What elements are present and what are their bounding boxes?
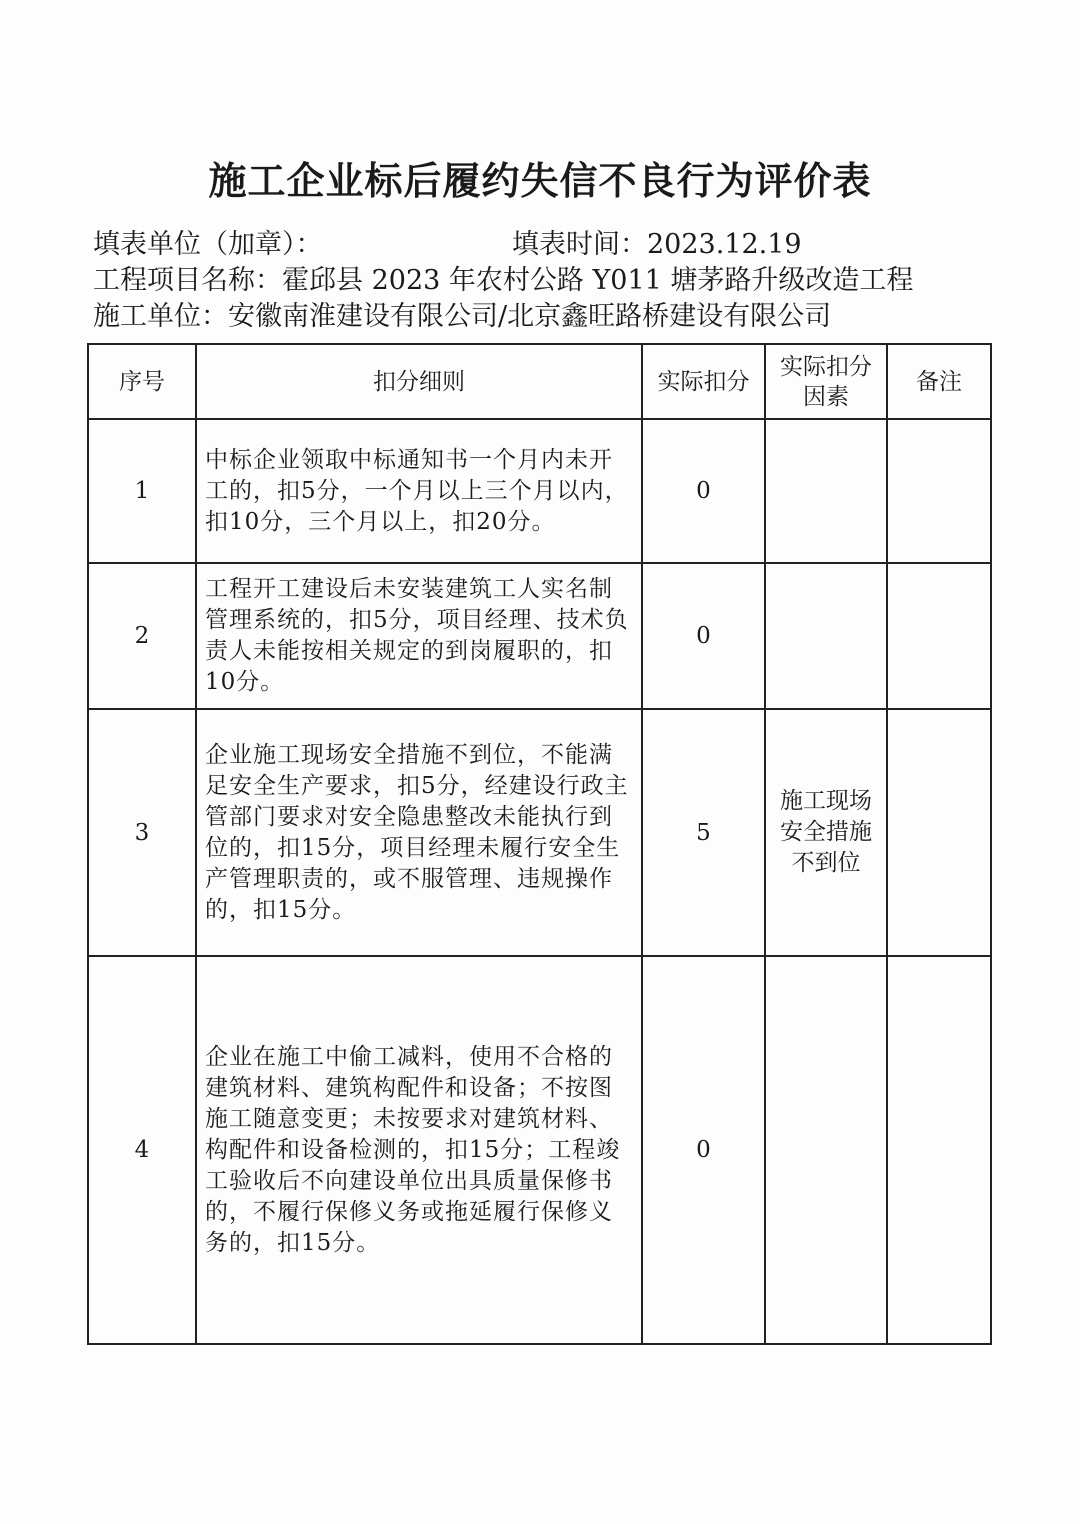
row-rule: 工程开工建设后未安装建筑工人实名制管理系统的，扣5分，项目经理、技术负责人未能按相关规定的到岗履职的，扣10分。 bbox=[196, 563, 642, 709]
project-label: 工程项目名称： bbox=[93, 265, 282, 296]
row-factor bbox=[765, 419, 887, 563]
row-remark bbox=[887, 419, 991, 563]
row-remark bbox=[887, 563, 991, 709]
filling-time bbox=[512, 222, 802, 261]
header-no: 序号 bbox=[88, 344, 196, 419]
header-deduction: 实际扣分 bbox=[642, 344, 765, 419]
project-name bbox=[93, 258, 913, 297]
project-value: 霍邱县 2023 年农村公路 Y011 塘茅路升级改造工程 bbox=[282, 265, 914, 296]
row-factor bbox=[765, 563, 887, 709]
row-no: 3 bbox=[88, 709, 196, 956]
row-rule: 企业施工现场安全措施不到位，不能满足安全生产要求，扣5分，经建设行政主管部门要求对安全隐患整改未能执行到位的，扣15分，项目经理未履行安全生产管理职责的，或不服管理、违规操作的，扣15分。 bbox=[196, 709, 642, 956]
header-rule: 扣分细则 bbox=[196, 344, 642, 419]
table-row bbox=[88, 563, 991, 709]
row-deduction: 0 bbox=[642, 956, 765, 1344]
row-deduction: 0 bbox=[642, 419, 765, 563]
row-rule: 企业在施工中偷工减料，使用不合格的建筑材料、建筑构配件和设备；不按图施工随意变更；未按要求对建筑材料、构配件和设备检测的，扣15分；工程竣工验收后不向建设单位出具质量保修书的，不履行保修义务或拖延履行保修义务的，扣15分。 bbox=[196, 956, 642, 1344]
row-factor bbox=[765, 956, 887, 1344]
filling-time-label: 填表时间： bbox=[512, 229, 647, 260]
document-title: 施工企业标后履约失信不良行为评价表 bbox=[208, 158, 872, 203]
table-header-row bbox=[88, 344, 991, 419]
row-rule: 中标企业领取中标通知书一个月内未开工的，扣5分，一个月以上三个月以内，扣10分，三个月以上，扣20分。 bbox=[196, 419, 642, 563]
header-factor: 实际扣分因素 bbox=[765, 344, 887, 419]
evaluation-table bbox=[87, 343, 992, 1345]
table-row bbox=[88, 709, 991, 956]
row-remark bbox=[887, 709, 991, 956]
contractor bbox=[93, 294, 831, 333]
header-remark: 备注 bbox=[887, 344, 991, 419]
row-no: 1 bbox=[88, 419, 196, 563]
row-factor: 施工现场安全措施不到位 bbox=[765, 709, 887, 956]
table-row bbox=[88, 419, 991, 563]
contractor-value: 安徽南淮建设有限公司/北京鑫旺路桥建设有限公司 bbox=[228, 301, 832, 332]
filling-time-value: 2023.12.19 bbox=[647, 229, 802, 260]
table-row bbox=[88, 956, 991, 1344]
contractor-label: 施工单位： bbox=[93, 301, 228, 332]
filling-unit-label: 填表单位（加章）： bbox=[93, 229, 323, 260]
row-deduction: 5 bbox=[642, 709, 765, 956]
row-no: 4 bbox=[88, 956, 196, 1344]
row-no: 2 bbox=[88, 563, 196, 709]
row-remark bbox=[887, 956, 991, 1344]
row-deduction: 0 bbox=[642, 563, 765, 709]
